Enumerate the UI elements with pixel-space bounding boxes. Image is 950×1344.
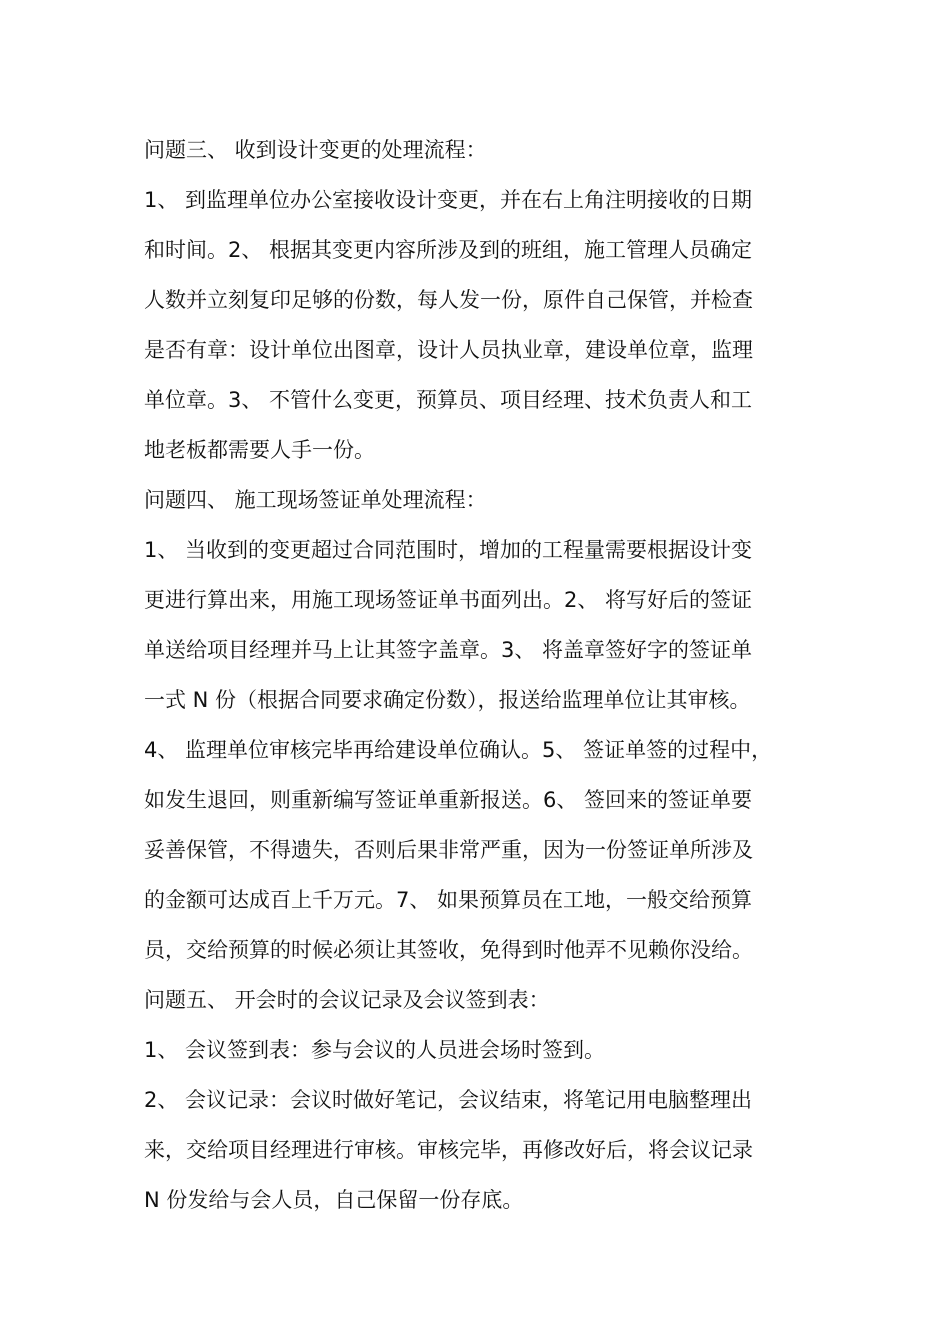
paragraph-line: 1、 到监理单位办公室接收设计变更，并在右上角注明接收的日期 (144, 188, 753, 212)
paragraph-line: 更进行算出来，用施工现场签证单书面列出。2、 将写好后的签证 (144, 588, 753, 612)
paragraph-line: 如发生退回，则重新编写签证单重新报送。6、 签回来的签证单要 (144, 788, 753, 812)
paragraph-line: 地老板都需要人手一份。 (144, 438, 375, 462)
paragraph-line: 来，交给项目经理进行审核。审核完毕，再修改好后，将会议记录 (144, 1138, 753, 1162)
paragraph-line: N 份发给与会人员，自己保留一份存底。 (144, 1188, 524, 1212)
paragraph-line: 单位章。3、 不管什么变更，预算员、项目经理、技术负责人和工 (144, 388, 753, 412)
paragraph-line: 的金额可达成百上千万元。7、 如果预算员在工地，一般交给预算 (144, 888, 753, 912)
paragraph-line: 和时间。2、 根据其变更内容所涉及到的班组，施工管理人员确定 (144, 238, 753, 262)
paragraph-line: 1、 会议签到表：参与会议的人员进会场时签到。 (144, 1038, 606, 1062)
paragraph-line: 4、 监理单位审核完毕再给建设单位确认。5、 签证单签的过程中， (144, 738, 773, 762)
paragraph-line: 一式 N 份（根据合同要求确定份数），报送给监理单位让其审核。 (144, 688, 751, 712)
paragraph-line: 2、 会议记录：会议时做好笔记，会议结束，将笔记用电脑整理出 (144, 1088, 753, 1112)
section-heading-4: 问题四、 施工现场签证单处理流程： (144, 488, 487, 512)
paragraph-line: 1、 当收到的变更超过合同范围时，增加的工程量需要根据设计变 (144, 538, 753, 562)
paragraph-line: 员，交给预算的时候必须让其签收，免得到时他弄不见赖你没给。 (144, 938, 753, 962)
paragraph-line: 单送给项目经理并马上让其签字盖章。3、 将盖章签好字的签证单 (144, 638, 753, 662)
paragraph-line: 妥善保管，不得遗失，否则后果非常严重，因为一份签证单所涉及 (144, 838, 753, 862)
paragraph-line: 人数并立刻复印足够的份数，每人发一份，原件自己保管，并检查 (144, 288, 753, 312)
section-heading-3: 问题三、 收到设计变更的处理流程： (144, 138, 487, 162)
section-heading-5: 问题五、 开会时的会议记录及会议签到表： (144, 988, 550, 1012)
paragraph-line: 是否有章：设计单位出图章，设计人员执业章，建设单位章，监理 (144, 338, 753, 362)
